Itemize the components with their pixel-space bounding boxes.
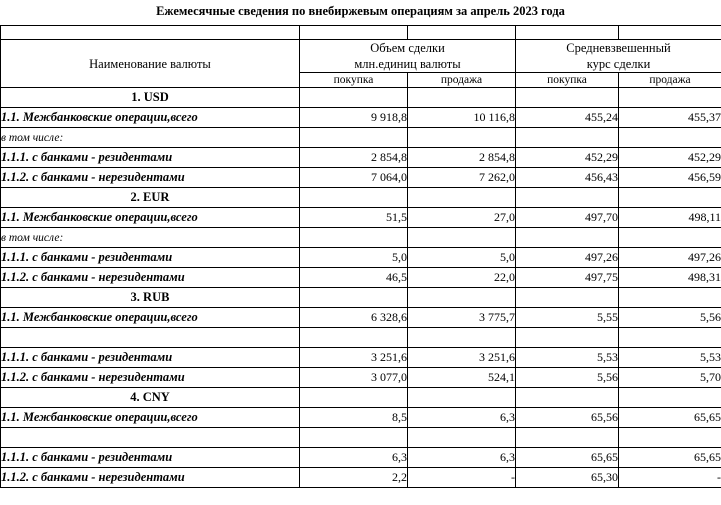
page-title: Ежемесячные сведения по внебиржевым операциям за апрель 2023 года bbox=[156, 4, 565, 18]
header-rate-line2: курс сделки bbox=[586, 57, 651, 71]
empty-cell bbox=[516, 188, 619, 208]
cell-volume-buy: 3 077,0 bbox=[300, 368, 408, 388]
spacer-cell bbox=[300, 26, 408, 40]
cell-rate-buy: 65,56 bbox=[516, 408, 619, 428]
row-note-label: в том числе: bbox=[1, 128, 300, 148]
spacer-cell bbox=[408, 26, 516, 40]
table-spacer-row bbox=[1, 26, 721, 40]
cell-rate-sell: 5,70 bbox=[619, 368, 721, 388]
header-rate-line1: Средневзвешенный bbox=[566, 41, 671, 55]
empty-cell bbox=[516, 288, 619, 308]
table-row bbox=[1, 88, 721, 108]
row-label: 1.1.2. с банками - нерезидентами bbox=[1, 168, 300, 188]
row-label: 1.1.2. с банками - нерезидентами bbox=[1, 468, 300, 488]
row-label: 1.1.1. с банками - резидентами bbox=[1, 248, 300, 268]
cell-rate-sell bbox=[619, 328, 721, 348]
cell-volume-buy bbox=[300, 128, 408, 148]
spacer-cell bbox=[619, 26, 721, 40]
row-label: 1.1. Межбанковские операции,всего bbox=[1, 308, 300, 328]
cell-rate-sell: 65,65 bbox=[619, 448, 721, 468]
table-row bbox=[1, 248, 721, 268]
row-label: 1.1.2. с банками - нерезидентами bbox=[1, 368, 300, 388]
cell-rate-sell bbox=[619, 128, 721, 148]
table-row bbox=[1, 268, 721, 288]
cell-rate-buy: 65,65 bbox=[516, 448, 619, 468]
cell-volume-sell: 2 854,8 bbox=[408, 148, 516, 168]
table-row bbox=[1, 228, 721, 248]
cell-volume-buy bbox=[300, 428, 408, 448]
cell-rate-buy: 452,29 bbox=[516, 148, 619, 168]
empty-cell bbox=[408, 288, 516, 308]
table-row bbox=[1, 288, 721, 308]
cell-volume-buy bbox=[300, 228, 408, 248]
row-label: 1.1. Межбанковские операции,всего bbox=[1, 108, 300, 128]
row-label: 1.1. Межбанковские операции,всего bbox=[1, 408, 300, 428]
cell-volume-sell: 6,3 bbox=[408, 448, 516, 468]
empty-cell bbox=[300, 288, 408, 308]
table-row bbox=[1, 328, 721, 348]
empty-cell bbox=[619, 288, 721, 308]
cell-volume-sell: - bbox=[408, 468, 516, 488]
table-header-group bbox=[1, 26, 721, 88]
header-rate-sell: продажа bbox=[619, 73, 721, 88]
cell-rate-sell bbox=[619, 428, 721, 448]
table-row bbox=[1, 428, 721, 448]
header-volume bbox=[300, 40, 516, 73]
cell-volume-sell: 22,0 bbox=[408, 268, 516, 288]
table-row bbox=[1, 148, 721, 168]
cell-rate-sell: 65,65 bbox=[619, 408, 721, 428]
cell-volume-sell: 10 116,8 bbox=[408, 108, 516, 128]
cell-rate-buy: 497,70 bbox=[516, 208, 619, 228]
empty-cell bbox=[300, 188, 408, 208]
cell-rate-sell: - bbox=[619, 468, 721, 488]
header-volume-line1: Объем сделки bbox=[370, 41, 445, 55]
row-blank-label bbox=[1, 428, 300, 448]
cell-rate-sell: 455,37 bbox=[619, 108, 721, 128]
cell-volume-buy: 7 064,0 bbox=[300, 168, 408, 188]
table-row bbox=[1, 128, 721, 148]
row-label: 1.1.2. с банками - нерезидентами bbox=[1, 268, 300, 288]
cell-rate-buy: 456,43 bbox=[516, 168, 619, 188]
cell-rate-buy: 65,30 bbox=[516, 468, 619, 488]
currency-heading: 3. RUB bbox=[1, 288, 300, 308]
cell-rate-buy bbox=[516, 328, 619, 348]
header-volume-line2: млн.единиц валюты bbox=[354, 57, 461, 71]
cell-volume-buy: 2 854,8 bbox=[300, 148, 408, 168]
row-blank-label bbox=[1, 328, 300, 348]
table-row bbox=[1, 188, 721, 208]
cell-rate-buy: 5,55 bbox=[516, 308, 619, 328]
spacer-cell bbox=[516, 26, 619, 40]
cell-volume-sell: 524,1 bbox=[408, 368, 516, 388]
table-header-row-1 bbox=[1, 40, 721, 73]
cell-volume-sell bbox=[408, 128, 516, 148]
cell-rate-sell: 497,26 bbox=[619, 248, 721, 268]
row-note-label: в том числе: bbox=[1, 228, 300, 248]
table-body bbox=[1, 88, 721, 488]
cell-rate-sell bbox=[619, 228, 721, 248]
cell-volume-buy: 6 328,6 bbox=[300, 308, 408, 328]
empty-cell bbox=[516, 388, 619, 408]
header-currency-name: Наименование валюты bbox=[1, 40, 300, 88]
table-row bbox=[1, 348, 721, 368]
empty-cell bbox=[408, 388, 516, 408]
empty-cell bbox=[619, 188, 721, 208]
cell-rate-buy bbox=[516, 428, 619, 448]
cell-rate-sell: 452,29 bbox=[619, 148, 721, 168]
cell-volume-buy: 46,5 bbox=[300, 268, 408, 288]
cell-volume-buy: 6,3 bbox=[300, 448, 408, 468]
cell-volume-sell: 27,0 bbox=[408, 208, 516, 228]
cell-volume-sell: 3 775,7 bbox=[408, 308, 516, 328]
cell-volume-sell: 6,3 bbox=[408, 408, 516, 428]
cell-volume-buy: 5,0 bbox=[300, 248, 408, 268]
cell-volume-sell bbox=[408, 328, 516, 348]
table-row bbox=[1, 368, 721, 388]
cell-volume-sell: 5,0 bbox=[408, 248, 516, 268]
cell-rate-buy: 497,75 bbox=[516, 268, 619, 288]
table-row bbox=[1, 468, 721, 488]
cell-rate-sell: 498,11 bbox=[619, 208, 721, 228]
cell-volume-buy: 8,5 bbox=[300, 408, 408, 428]
empty-cell bbox=[619, 88, 721, 108]
empty-cell bbox=[516, 88, 619, 108]
table-row bbox=[1, 448, 721, 468]
row-label: 1.1.1. с банками - резидентами bbox=[1, 448, 300, 468]
empty-cell bbox=[408, 188, 516, 208]
row-label: 1.1.1. с банками - резидентами bbox=[1, 348, 300, 368]
cell-volume-sell: 3 251,6 bbox=[408, 348, 516, 368]
empty-cell bbox=[300, 388, 408, 408]
cell-rate-buy: 5,53 bbox=[516, 348, 619, 368]
cell-volume-sell: 7 262,0 bbox=[408, 168, 516, 188]
cell-volume-sell bbox=[408, 428, 516, 448]
cell-rate-buy: 455,24 bbox=[516, 108, 619, 128]
table-row bbox=[1, 108, 721, 128]
header-volume-buy: покупка bbox=[300, 73, 408, 88]
cell-volume-sell bbox=[408, 228, 516, 248]
header-rate-buy: покупка bbox=[516, 73, 619, 88]
cell-rate-sell: 456,59 bbox=[619, 168, 721, 188]
cell-rate-buy bbox=[516, 128, 619, 148]
currency-heading: 1. USD bbox=[1, 88, 300, 108]
cell-rate-sell: 498,31 bbox=[619, 268, 721, 288]
cell-volume-buy: 2,2 bbox=[300, 468, 408, 488]
cell-rate-buy: 5,56 bbox=[516, 368, 619, 388]
cell-volume-buy: 3 251,6 bbox=[300, 348, 408, 368]
cell-volume-buy: 9 918,8 bbox=[300, 108, 408, 128]
header-volume-sell: продажа bbox=[408, 73, 516, 88]
spacer-cell bbox=[1, 26, 300, 40]
cell-volume-buy bbox=[300, 328, 408, 348]
table-row bbox=[1, 208, 721, 228]
cell-rate-buy: 497,26 bbox=[516, 248, 619, 268]
header-rate bbox=[516, 40, 721, 73]
table-row bbox=[1, 168, 721, 188]
currency-heading: 2. EUR bbox=[1, 188, 300, 208]
table-row bbox=[1, 408, 721, 428]
empty-cell bbox=[619, 388, 721, 408]
table-row bbox=[1, 388, 721, 408]
empty-cell bbox=[300, 88, 408, 108]
empty-cell bbox=[408, 88, 516, 108]
currency-heading: 4. CNY bbox=[1, 388, 300, 408]
cell-volume-buy: 51,5 bbox=[300, 208, 408, 228]
table-row bbox=[1, 308, 721, 328]
row-label: 1.1.1. с банками - резидентами bbox=[1, 148, 300, 168]
cell-rate-buy bbox=[516, 228, 619, 248]
cell-rate-sell: 5,53 bbox=[619, 348, 721, 368]
row-label: 1.1. Межбанковские операции,всего bbox=[1, 208, 300, 228]
cell-rate-sell: 5,56 bbox=[619, 308, 721, 328]
otc-operations-table bbox=[0, 25, 721, 488]
